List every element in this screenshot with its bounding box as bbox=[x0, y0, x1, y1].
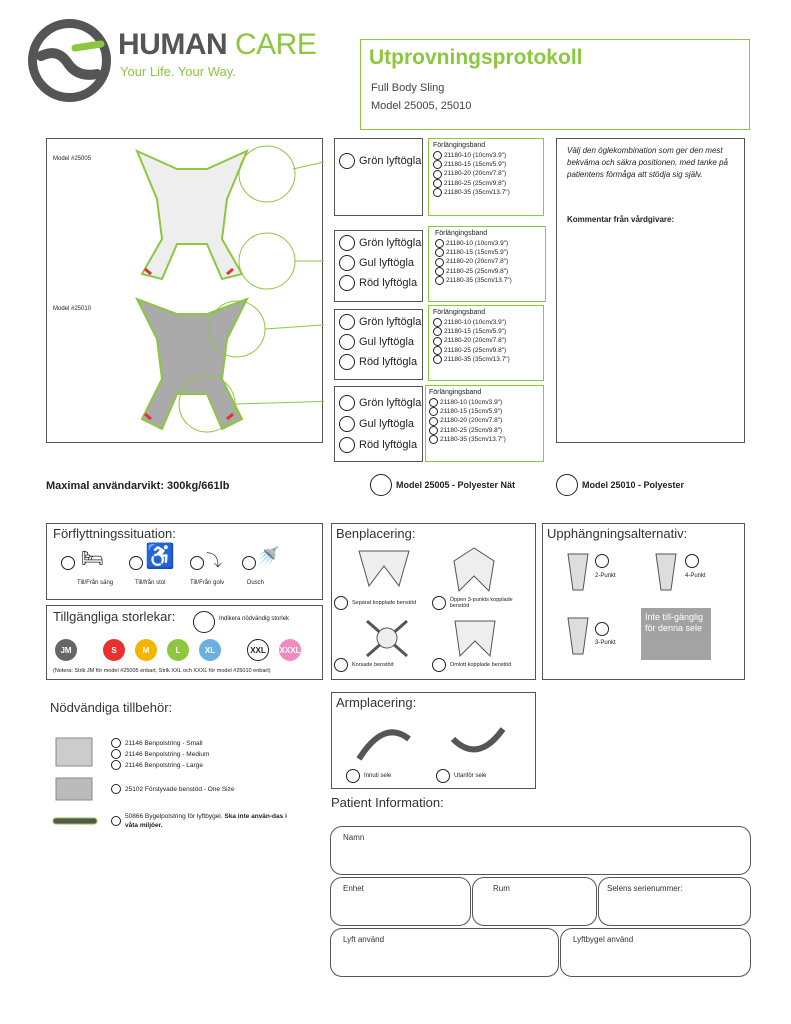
radio-icon[interactable] bbox=[433, 188, 442, 197]
radio-icon[interactable] bbox=[436, 769, 450, 783]
leg-crossed-icon bbox=[362, 616, 412, 661]
brand-name: HUMAN CARE bbox=[118, 28, 317, 61]
loop-option-yellow-4[interactable] bbox=[339, 416, 414, 432]
radio-icon[interactable] bbox=[435, 258, 444, 267]
accessory-label: 25102 Förstyvade benstöd - One Size bbox=[125, 785, 235, 793]
extension-label: 21180-25 (25cm/9.8") bbox=[444, 346, 507, 354]
accessory-label: 21146 Benpolstring - Medium bbox=[125, 750, 210, 758]
extension-label: 21180-20 (20cm/7.8") bbox=[440, 417, 503, 425]
comment-label: Kommentar från vårdgivare: bbox=[567, 215, 675, 224]
extension-option[interactable] bbox=[429, 426, 540, 435]
extension-label: 21180-15 (15cm/5.9") bbox=[444, 161, 507, 169]
wheelchair-icon: ♿ bbox=[145, 543, 175, 570]
size-indicate-label: Indikera nödvändig storlek bbox=[219, 616, 290, 622]
radio-icon[interactable] bbox=[435, 276, 444, 285]
unit-field[interactable] bbox=[330, 877, 471, 926]
instruction-text: Välj den öglekombination som ger den mest bekväma och säkra positionen, med tanke på patientens förmåga att stödja sig själv. bbox=[567, 146, 728, 179]
extension-option[interactable] bbox=[435, 248, 539, 257]
arm-inside-icon bbox=[354, 719, 414, 769]
radio-icon[interactable] bbox=[435, 267, 444, 276]
page-title: Utprovningsprotokoll bbox=[369, 46, 583, 69]
accessory-bar-option[interactable] bbox=[111, 812, 121, 830]
radio-icon[interactable] bbox=[429, 426, 438, 435]
radio-icon[interactable] bbox=[433, 327, 442, 336]
leg-open3-option[interactable] bbox=[432, 596, 532, 610]
extension-label: 21180-25 (25cm/9.8") bbox=[440, 426, 503, 434]
size-m-badge[interactable]: M bbox=[135, 639, 157, 661]
loop-label: Grön lyftögla bbox=[359, 316, 422, 328]
extension-label: 21180-10 (10cm/3.9") bbox=[446, 240, 509, 247]
arm-outside-option[interactable] bbox=[436, 769, 486, 783]
accessory-bar-text bbox=[125, 812, 300, 830]
radio-icon[interactable] bbox=[61, 556, 75, 570]
radio-icon[interactable] bbox=[339, 255, 355, 271]
radio-icon[interactable] bbox=[339, 395, 355, 411]
loop-label: Röd lyftögla bbox=[359, 277, 418, 289]
max-weight-label: Maximal användarvikt: 300kg/661lb bbox=[46, 480, 230, 492]
suspension-3point-label: 3-Punkt bbox=[595, 640, 616, 646]
transfer-bed-option[interactable] bbox=[61, 554, 75, 572]
radio-icon[interactable] bbox=[339, 314, 355, 330]
extension-label: 21180-20 (20cm/7.8") bbox=[446, 258, 509, 266]
extension-option[interactable] bbox=[433, 188, 539, 197]
room-label: Rum bbox=[493, 884, 510, 893]
extension-option[interactable] bbox=[435, 257, 539, 266]
transfer-shower-label: Dusch bbox=[247, 580, 265, 586]
suspension-4point-option[interactable] bbox=[685, 552, 699, 570]
transfer-floor-label: Till/Från golv bbox=[190, 580, 225, 586]
arm-inside-option[interactable] bbox=[346, 769, 391, 783]
radio-icon[interactable] bbox=[429, 407, 438, 416]
radio-icon[interactable] bbox=[433, 318, 442, 327]
radio-icon[interactable] bbox=[429, 417, 438, 426]
radio-icon[interactable] bbox=[433, 151, 442, 160]
extension-label: 21180-10 (10cm/3.9") bbox=[444, 152, 507, 159]
sizes-box bbox=[46, 605, 323, 680]
size-xl-badge[interactable]: XL bbox=[199, 639, 221, 661]
radio-icon[interactable] bbox=[370, 474, 392, 496]
page-model: Model 25005, 25010 bbox=[371, 100, 472, 112]
radio-icon[interactable] bbox=[435, 248, 444, 257]
transfer-shower-option[interactable] bbox=[242, 554, 256, 572]
radio-icon[interactable] bbox=[339, 275, 355, 291]
loop-label: Röd lyftögla bbox=[359, 356, 418, 368]
radio-icon[interactable] bbox=[346, 769, 360, 783]
accessory-large-option[interactable] bbox=[111, 760, 203, 770]
accessory-bar-warning: Ska inte använ-das i våta miljöer. bbox=[125, 813, 287, 829]
extension-option[interactable] bbox=[433, 318, 539, 327]
accessory-small-option[interactable] bbox=[111, 738, 203, 748]
size-jm-badge[interactable]: JM bbox=[55, 639, 77, 661]
radio-icon[interactable] bbox=[111, 749, 121, 759]
leg-separate-icon bbox=[354, 546, 414, 591]
suspension-box bbox=[542, 523, 745, 680]
extension-option[interactable] bbox=[433, 151, 539, 160]
leg-option-label: Omlott kopplade benstöd bbox=[450, 662, 512, 668]
suspension-4point-icon bbox=[651, 552, 681, 592]
extension-label: 21180-35 (35cm/13.7") bbox=[440, 435, 506, 443]
suspension-3point-icon bbox=[563, 616, 593, 656]
size-indicator-option[interactable] bbox=[193, 611, 215, 633]
extension-head: Förlängingsband bbox=[433, 142, 486, 149]
floor-icon: ⤵ bbox=[206, 553, 223, 570]
leg-separate-option[interactable] bbox=[334, 596, 416, 610]
model-option-label: Model 25005 - Polyester Nät bbox=[396, 480, 516, 490]
extension-box-3 bbox=[428, 305, 544, 381]
bar-pad-icon bbox=[52, 816, 98, 826]
loop-box-1 bbox=[334, 138, 423, 216]
extension-label: 21180-25 (25cm/9.8") bbox=[444, 179, 507, 187]
radio-icon[interactable] bbox=[242, 556, 256, 570]
accessory-label: 21146 Benpolstring - Small bbox=[125, 739, 203, 747]
extension-option[interactable] bbox=[433, 355, 539, 364]
radio-icon[interactable] bbox=[429, 398, 438, 407]
extension-label: 21180-25 (25cm/9.8") bbox=[446, 267, 509, 275]
extension-option[interactable] bbox=[429, 416, 540, 425]
suspension-4point-label: 4-Punkt bbox=[685, 573, 706, 579]
bed-icon: 🛏 bbox=[81, 548, 104, 568]
loop-option-green-2[interactable] bbox=[339, 235, 421, 251]
accessory-medium-option[interactable] bbox=[111, 749, 209, 759]
extension-label: 21180-35 (35cm/13.7") bbox=[444, 355, 510, 363]
unit-label: Enhet bbox=[343, 884, 364, 893]
accessories-title: Nödvändiga tillbehör: bbox=[50, 700, 173, 715]
extension-option[interactable] bbox=[433, 179, 539, 188]
extension-option[interactable] bbox=[433, 336, 539, 345]
suspension-2point-option[interactable] bbox=[595, 552, 609, 570]
sizes-title: Tillgängliga storlekar: bbox=[53, 609, 176, 624]
extension-option[interactable] bbox=[433, 160, 539, 169]
leg-option-label: Korsade benstöd bbox=[352, 662, 394, 668]
loop-option-red-2[interactable] bbox=[339, 275, 417, 291]
radio-icon[interactable] bbox=[595, 622, 609, 636]
extension-option[interactable] bbox=[435, 239, 539, 248]
accessory-stiffener-option[interactable] bbox=[111, 784, 234, 794]
lift-field[interactable] bbox=[330, 928, 559, 977]
extension-label: 21180-15 (15cm/5.9") bbox=[440, 408, 503, 416]
radio-icon[interactable] bbox=[339, 334, 355, 350]
loop-option-green-4[interactable] bbox=[339, 395, 421, 411]
notes-box[interactable] bbox=[556, 138, 745, 443]
leg-open3-icon bbox=[444, 546, 504, 596]
extension-option[interactable] bbox=[435, 267, 539, 276]
arm-option-label: Utanför sele bbox=[454, 773, 487, 779]
radio-icon[interactable] bbox=[432, 658, 446, 672]
name-label: Namn bbox=[343, 833, 365, 842]
suspension-unavailable: Inte till-gänglig för denna sele bbox=[641, 608, 711, 660]
loop-label: Gul lyftögla bbox=[359, 257, 415, 269]
model-25005-label: Model #25005 bbox=[53, 156, 92, 162]
accessory-bar-label: 50866 Bygelpolstring för lyftbygel. bbox=[125, 813, 223, 820]
leg-title: Benplacering: bbox=[336, 526, 416, 541]
sling-drawings-icon bbox=[47, 139, 324, 444]
radio-icon[interactable] bbox=[685, 554, 699, 568]
radio-icon[interactable] bbox=[339, 437, 355, 453]
radio-icon[interactable] bbox=[339, 354, 355, 370]
radio-icon[interactable] bbox=[334, 596, 348, 610]
loop-label: Grön lyftögla bbox=[359, 237, 422, 249]
size-xxxl-badge[interactable]: XXXL bbox=[279, 639, 301, 661]
loop-box-2 bbox=[334, 230, 423, 302]
size-l-badge[interactable]: L bbox=[167, 639, 189, 661]
lift-label: Lyft använd bbox=[343, 935, 385, 944]
extension-option[interactable] bbox=[433, 327, 539, 336]
stiffener-icon bbox=[54, 776, 94, 802]
leg-option-label: Öppen 3-punkts kopplade benstöd bbox=[449, 597, 513, 609]
leg-wrap-icon bbox=[450, 616, 500, 661]
leg-option-label: Separat kopplade benstöd bbox=[352, 600, 417, 606]
model-option-label: Model 25010 - Polyester bbox=[582, 480, 685, 490]
radio-icon[interactable] bbox=[433, 170, 442, 179]
serial-field[interactable] bbox=[598, 877, 751, 926]
extension-option[interactable] bbox=[435, 276, 539, 285]
lift-bar-field[interactable] bbox=[560, 928, 751, 977]
model-25010-label: Model #25010 bbox=[53, 306, 92, 312]
loop-label: Röd lyftögla bbox=[359, 439, 418, 451]
page-subtitle: Full Body Sling bbox=[371, 82, 445, 94]
model-25010-option[interactable] bbox=[556, 474, 684, 496]
leg-wrap-option[interactable] bbox=[432, 658, 511, 672]
extension-label: 21180-15 (15cm/5.9") bbox=[444, 328, 507, 336]
loop-option-red-4[interactable] bbox=[339, 437, 417, 453]
radio-icon[interactable] bbox=[129, 556, 143, 570]
extension-option[interactable] bbox=[433, 169, 539, 178]
extension-label: 21180-15 (15cm/5.9") bbox=[446, 249, 509, 257]
suspension-2point-icon bbox=[563, 552, 593, 592]
logo-mark-icon bbox=[27, 18, 112, 103]
extension-box-4 bbox=[425, 385, 544, 462]
size-xxl-badge[interactable]: XXL bbox=[247, 639, 269, 661]
extension-option[interactable] bbox=[433, 346, 539, 355]
radio-icon[interactable] bbox=[111, 816, 121, 826]
extension-label: 21180-10 (10cm/3.9") bbox=[444, 319, 507, 326]
radio-icon[interactable] bbox=[111, 738, 121, 748]
suspension-title: Upphängningsalternativ: bbox=[547, 526, 688, 541]
arm-option-label: Innuti sele bbox=[364, 773, 392, 779]
suspension-3point-option[interactable] bbox=[595, 620, 609, 638]
suspension-2point-label: 2-Punkt bbox=[595, 573, 616, 579]
loop-option-green-3[interactable] bbox=[339, 314, 421, 330]
extension-option[interactable] bbox=[429, 398, 540, 407]
room-field[interactable] bbox=[472, 877, 597, 926]
shower-icon: 🚿 bbox=[257, 546, 280, 566]
arm-outside-icon bbox=[448, 719, 508, 769]
radio-icon[interactable] bbox=[111, 760, 121, 770]
name-field[interactable] bbox=[330, 826, 751, 875]
radio-icon[interactable] bbox=[433, 337, 442, 346]
radio-icon[interactable] bbox=[556, 474, 578, 496]
radio-icon[interactable] bbox=[433, 160, 442, 169]
loop-label: Grön lyftögla bbox=[359, 155, 422, 167]
radio-icon[interactable] bbox=[433, 355, 442, 364]
model-25005-option[interactable] bbox=[370, 474, 515, 496]
extension-label: 21180-35 (35cm/13.7") bbox=[446, 276, 512, 284]
arm-title: Armplacering: bbox=[336, 695, 417, 710]
radio-icon[interactable] bbox=[595, 554, 609, 568]
extension-box-1 bbox=[428, 138, 544, 216]
radio-icon[interactable] bbox=[339, 416, 355, 432]
extension-head: Förlängingsband bbox=[429, 389, 482, 396]
radio-icon[interactable] bbox=[429, 435, 438, 444]
radio-icon[interactable] bbox=[433, 346, 442, 355]
sizes-note: (Notera: Strlk JM för model #25005 enbart, Strlk XXL och XXXL för model #25010 enbart) bbox=[53, 668, 271, 674]
extension-head: Förlängingsband bbox=[433, 309, 486, 316]
extension-label: 21180-20 (20cm/7.8") bbox=[444, 337, 507, 345]
loop-option-green-1[interactable] bbox=[339, 153, 421, 169]
transfer-chair-option[interactable] bbox=[129, 554, 143, 572]
leg-crossed-option[interactable] bbox=[334, 658, 394, 672]
arm-placement-box bbox=[331, 692, 536, 789]
accessory-label: 21146 Benpolstring - Large bbox=[125, 761, 203, 769]
extension-head: Förlängingsband bbox=[435, 230, 488, 237]
logo bbox=[27, 18, 112, 103]
radio-icon[interactable] bbox=[339, 153, 355, 169]
extension-label: 21180-35 (35cm/13.7") bbox=[444, 188, 510, 196]
radio-icon[interactable] bbox=[433, 179, 442, 188]
transfer-title: Förflyttningssituation: bbox=[53, 526, 176, 541]
radio-icon[interactable] bbox=[432, 596, 446, 610]
leg-placement-box bbox=[331, 523, 536, 680]
loop-option-yellow-2[interactable] bbox=[339, 255, 414, 271]
transfer-floor-option[interactable] bbox=[190, 554, 204, 572]
loop-label: Grön lyftögla bbox=[359, 397, 422, 409]
loop-box-4 bbox=[334, 386, 423, 462]
extension-box-2 bbox=[428, 226, 546, 302]
leg-pad-icon bbox=[54, 736, 94, 768]
radio-icon[interactable] bbox=[334, 658, 348, 672]
transfer-box bbox=[46, 523, 323, 600]
loop-label: Gul lyftögla bbox=[359, 336, 415, 348]
extension-option[interactable] bbox=[429, 407, 540, 416]
radio-icon[interactable] bbox=[190, 556, 204, 570]
radio-icon[interactable] bbox=[111, 784, 121, 794]
header-box bbox=[360, 39, 750, 130]
transfer-bed-label: Till/Från säng bbox=[77, 580, 114, 586]
loop-option-yellow-3[interactable] bbox=[339, 334, 414, 350]
extension-option[interactable] bbox=[429, 435, 540, 444]
brand-tagline: Your Life. Your Way. bbox=[120, 64, 236, 79]
lift-bar-label: Lyftbygel använd bbox=[573, 935, 634, 944]
transfer-chair-label: Till/från stol bbox=[135, 580, 166, 586]
extension-label: 21180-10 (10cm/3.9") bbox=[440, 399, 503, 406]
size-s-badge[interactable]: S bbox=[103, 639, 125, 661]
extension-label: 21180-20 (20cm/7.8") bbox=[444, 170, 507, 178]
loop-option-red-3[interactable] bbox=[339, 354, 417, 370]
radio-icon[interactable] bbox=[339, 235, 355, 251]
radio-icon[interactable] bbox=[193, 611, 215, 633]
loop-label: Gul lyftögla bbox=[359, 418, 415, 430]
sling-illustration-box bbox=[46, 138, 323, 443]
radio-icon[interactable] bbox=[435, 239, 444, 248]
loop-box-3 bbox=[334, 309, 423, 380]
serial-label: Selens serienummer: bbox=[607, 884, 683, 893]
patient-title: Patient Information: bbox=[331, 795, 444, 810]
